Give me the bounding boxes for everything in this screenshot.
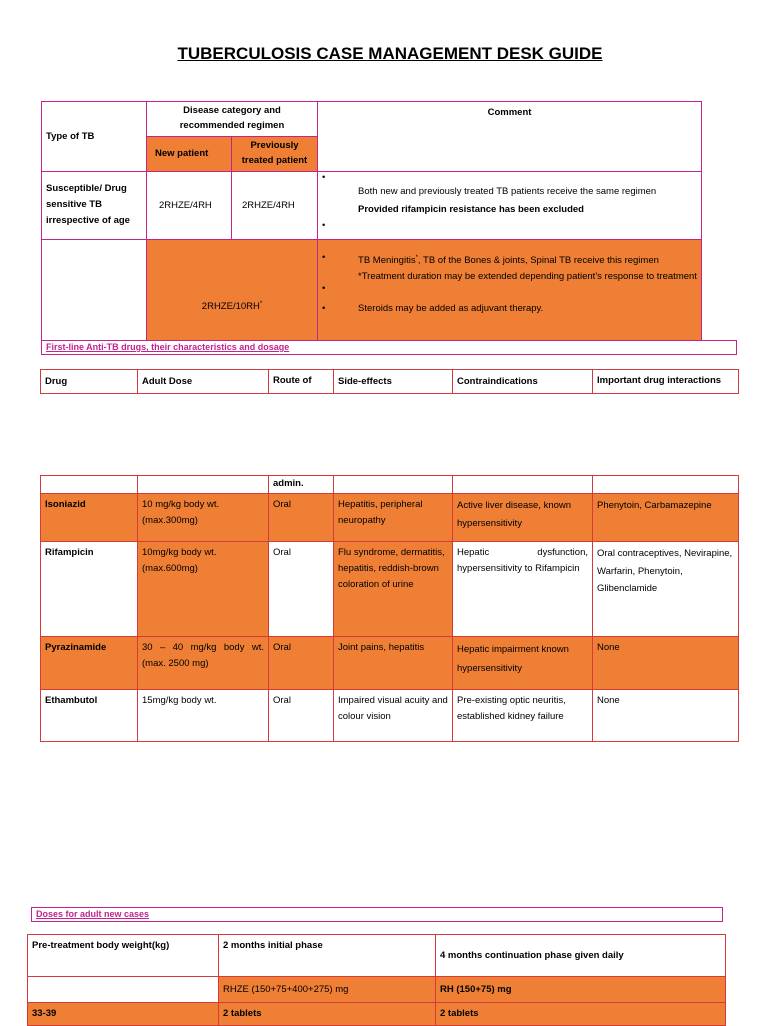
comment-line: Provided rifampicin resistance has been excluded xyxy=(358,204,584,215)
drug-name: Rifampicin xyxy=(41,542,138,637)
drug-name: Ethambutol xyxy=(41,690,138,742)
drug-contra: Pre-existing optic neuritis, established kidney failure xyxy=(453,690,593,742)
body-weight-header: Pre-treatment body weight(kg) xyxy=(28,935,219,977)
bullet: • xyxy=(322,252,326,263)
route-admin-header: admin. xyxy=(269,476,334,494)
row2-type-empty xyxy=(42,240,147,341)
drug-side-effects: Hepatitis, peripheral neuropathy xyxy=(334,494,453,542)
bullet: • xyxy=(322,283,326,295)
drugs-header-table xyxy=(40,369,739,394)
comment-header: Comment xyxy=(318,102,702,172)
route-header: Route of xyxy=(269,370,334,394)
contraindications-header: Contraindications xyxy=(453,370,593,394)
initial-regimen-subheader: RHZE (150+75+400+275) mg xyxy=(219,977,436,1003)
drugs-table xyxy=(40,475,739,742)
drug-route: Oral xyxy=(269,542,334,637)
continuation-dose-cell: 2 tablets xyxy=(436,1003,726,1026)
table-row xyxy=(41,542,739,637)
drug-dose: 10mg/kg body wt. (max.600mg) xyxy=(138,542,269,637)
bullet: • xyxy=(322,172,326,183)
drug-contra: Hepatic dysfunction, hypersensitivity to Rifampicin xyxy=(453,542,593,637)
table-row xyxy=(28,935,726,977)
comment-line: *Treatment duration may be extended depending patient's response to treatment xyxy=(358,271,697,283)
continuation-regimen-subheader: RH (150+75) mg xyxy=(436,977,726,1003)
drug-side-effects: Impaired visual acuity and colour vision xyxy=(334,690,453,742)
table-row xyxy=(41,637,739,690)
drug-name: Isoniazid xyxy=(41,494,138,542)
table-row xyxy=(41,476,739,494)
drug-contra: Hepatic impairment known hypersensitivity xyxy=(453,637,593,690)
initial-phase-header: 2 months initial phase xyxy=(219,935,436,977)
drug-route: Oral xyxy=(269,637,334,690)
row1-prev-regimen: 2RHZE/4RH xyxy=(232,172,318,240)
row1-comment xyxy=(318,172,702,240)
drug-interactions: None xyxy=(593,637,739,690)
doses-caption: Doses for adult new cases xyxy=(31,907,723,922)
table-row xyxy=(28,1003,726,1026)
comment-line: TB Meningitis*, TB of the Bones & joints, Spinal TB receive this regimen xyxy=(358,255,659,267)
continuation-phase-header: 4 months continuation phase given daily xyxy=(436,935,726,977)
adult-dose-header: Adult Dose xyxy=(138,370,269,394)
drug-side-effects: Flu syndrome, dermatitis, hepatitis, reddish-brown coloration of urine xyxy=(334,542,453,637)
drug-interactions: None xyxy=(593,690,739,742)
doses-table xyxy=(27,934,726,1026)
disease-category-header: Disease category and recommended regimen xyxy=(147,102,318,137)
drug-route: Oral xyxy=(269,494,334,542)
drug-name: Pyrazinamide xyxy=(41,637,138,690)
comment-line: Steroids may be added as adjuvant therapy. xyxy=(358,303,544,315)
type-of-tb-header: Type of TB xyxy=(42,102,147,172)
table-row xyxy=(28,977,726,1003)
interactions-header: Important drug interactions xyxy=(593,370,739,394)
page-title: TUBERCULOSIS CASE MANAGEMENT DESK GUIDE xyxy=(177,44,603,63)
bullet: • xyxy=(322,220,326,231)
initial-dose-cell: 2 tablets xyxy=(219,1003,436,1026)
drug-dose: 15mg/kg body wt. xyxy=(138,690,269,742)
table-row xyxy=(41,690,739,742)
susceptible-tb-cell: Susceptible/ Drug sensitive TB irrespective of age xyxy=(42,172,147,240)
drug-dose: 30 – 40 mg/kg body wt. (max. 2500 mg) xyxy=(138,637,269,690)
drug-side-effects: Joint pains, hepatitis xyxy=(334,637,453,690)
drugs-caption: First-line Anti-TB drugs, their characteristics and dosage xyxy=(41,340,737,355)
row2-regimen: 2RHZE/10RH* xyxy=(147,240,318,341)
side-effects-header: Side-effects xyxy=(334,370,453,394)
comment-line: Both new and previously treated TB patients receive the same regimen xyxy=(358,186,657,197)
drug-contra: Active liver disease, known hypersensitivity xyxy=(453,494,593,542)
new-patient-header: New patient xyxy=(147,137,232,172)
weight-cell: 33-39 xyxy=(28,1003,219,1026)
regimen-table xyxy=(41,101,702,341)
row1-new-regimen: 2RHZE/4RH xyxy=(147,172,232,240)
drug-dose: 10 mg/kg body wt. (max.300mg) xyxy=(138,494,269,542)
drug-interactions: Oral contraceptives, Nevirapine, Warfarin, Phenytoin, Glibenclamide xyxy=(593,542,739,637)
row2-comment xyxy=(318,240,702,341)
drug-interactions: Phenytoin, Carbamazepine xyxy=(593,494,739,542)
previously-treated-header: Previously treated patient xyxy=(232,137,318,172)
drug-route: Oral xyxy=(269,690,334,742)
drug-header: Drug xyxy=(41,370,138,394)
table-row xyxy=(41,494,739,542)
bullet: • xyxy=(322,303,326,315)
